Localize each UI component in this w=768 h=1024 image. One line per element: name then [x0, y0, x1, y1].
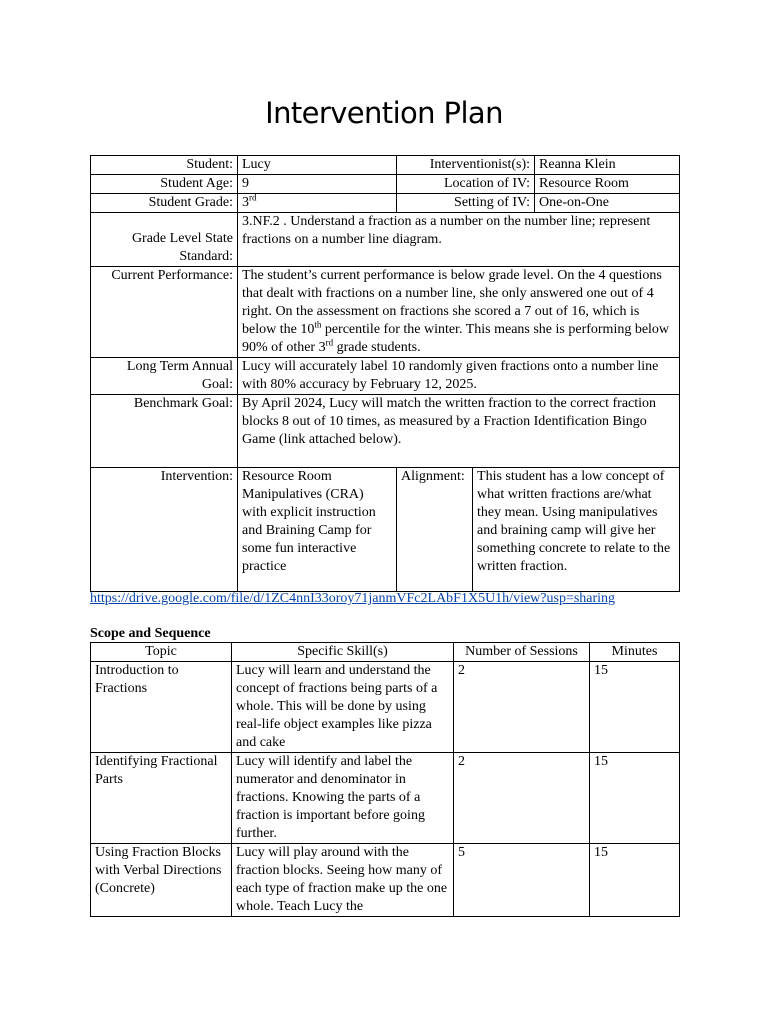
alignment-value: This student has a low concept of what written fractions are/what they mean. Using manipulatives and braining camp will give her something concrete to relate to the written fraction. [473, 468, 680, 592]
location-label: Location of IV: [397, 175, 535, 194]
scope-heading: Scope and Sequence [90, 626, 211, 641]
long-term-goal-label: Long Term Annual Goal: [91, 358, 238, 395]
standard-label: Grade Level State Standard: [91, 213, 238, 267]
intervention-value: Resource Room Manipulatives (CRA) with explicit instruction and Braining Camp for some fun interactive practice [238, 468, 397, 592]
student-label: Student: [91, 156, 238, 175]
row-topic: Identifying Fractional Parts [91, 753, 232, 844]
scope-table [90, 642, 680, 917]
header-topic: Topic [91, 643, 232, 662]
row-sessions: 2 [454, 662, 590, 753]
student-value: Lucy [238, 156, 397, 175]
row-skill: Lucy will play around with the fraction blocks. Seeing how many of each type of fraction make up the one whole. Teach Lucy the [232, 844, 454, 917]
interventionist-label: Interventionist(s): [397, 156, 535, 175]
header-skill: Specific Skill(s) [232, 643, 454, 662]
row-minutes: 15 [590, 753, 680, 844]
benchmark-goal-value: By April 2024, Lucy will match the written fraction to the correct fraction blocks 8 out of 10 times, as measured by a Fraction Identification Bingo Game (link attached below). [238, 395, 680, 468]
age-label: Student Age: [91, 175, 238, 194]
row-sessions: 2 [454, 753, 590, 844]
header-sessions: Number of Sessions [454, 643, 590, 662]
grade-value: 3rd [238, 194, 397, 213]
standard-value: 3.NF.2 . Understand a fraction as a number on the number line; represent fractions on a number line diagram. [238, 213, 680, 267]
long-term-goal-value: Lucy will accurately label 10 randomly given fractions onto a number line with 80% accuracy by February 12, 2025. [238, 358, 680, 395]
table-row [91, 662, 680, 753]
location-value: Resource Room [535, 175, 680, 194]
row-minutes: 15 [590, 844, 680, 917]
alignment-label: Alignment: [397, 468, 473, 592]
grade-label: Student Grade: [91, 194, 238, 213]
row-topic: Using Fraction Blocks with Verbal Directions (Concrete) [91, 844, 232, 917]
benchmark-goal-label: Benchmark Goal: [91, 395, 238, 468]
row-minutes: 15 [590, 662, 680, 753]
plan-table [90, 155, 680, 592]
interventionist-value: Reanna Klein [535, 156, 680, 175]
table-row [91, 844, 680, 917]
table-row [91, 753, 680, 844]
row-skill: Lucy will learn and understand the concept of fractions being parts of a whole. This will be done by using real-life object examples like pizza and cake [232, 662, 454, 753]
setting-value: One-on-One [535, 194, 680, 213]
performance-label: Current Performance: [91, 267, 238, 358]
intervention-label: Intervention: [91, 468, 238, 592]
age-value: 9 [238, 175, 397, 194]
row-sessions: 5 [454, 844, 590, 917]
bingo-game-link[interactable]: https://drive.google.com/file/d/1ZC4nnI33oroy71janmVFc2LAbF1X5U1h/view?usp=sharing [90, 591, 616, 606]
performance-value: The student’s current performance is below grade level. On the 4 questions that dealt with fractions on a number line, she only answered one out of 4 right. On the assessment on fractions she scored a 7 out of 16, which is below the 10th percentile for the winter. This means she is performing below 90% of other 3rd grade students. [238, 267, 680, 358]
page-title: Intervention Plan [265, 96, 503, 130]
row-skill: Lucy will identify and label the numerator and denominator in fractions. Knowing the parts of a fraction is important before going further. [232, 753, 454, 844]
setting-label: Setting of IV: [397, 194, 535, 213]
row-topic: Introduction to Fractions [91, 662, 232, 753]
header-minutes: Minutes [590, 643, 680, 662]
